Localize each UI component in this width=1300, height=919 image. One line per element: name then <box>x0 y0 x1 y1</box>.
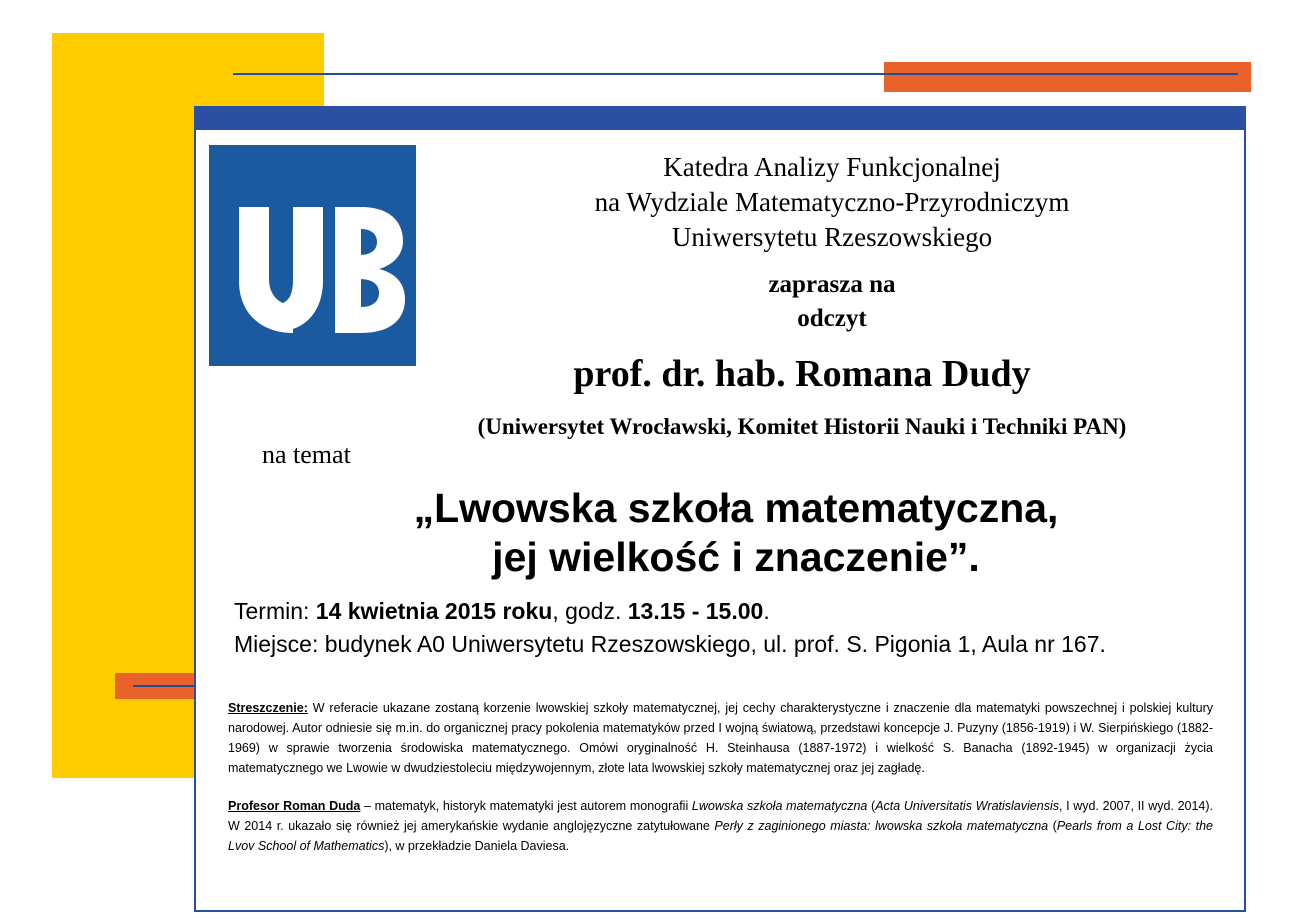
speaker-affiliation: (Uniwersytet Wrocławski, Komitet Historii Nauki i Techniki PAN) <box>477 414 1127 439</box>
lecture-title-line-1: „Lwowska szkoła matematyczna, <box>413 485 1059 531</box>
bio-part-5: ), w przekładzie Daniela Daviesa. <box>384 839 570 853</box>
bio-paragraph <box>228 796 1213 856</box>
bio-title-2: Acta Universitatis Wratislaviensis <box>875 799 1059 813</box>
invitation-line-2: odczyt <box>797 305 867 332</box>
organizer-block <box>426 150 1238 255</box>
date-label: Termin: <box>234 598 310 624</box>
card-top-band <box>196 108 1244 130</box>
bio-title-1: Lwowska szkoła matematyczna <box>691 799 868 813</box>
event-details <box>234 595 1224 661</box>
abstract-lead: Streszczenie: <box>228 701 308 715</box>
hour-value: 13.15 - 15.00 <box>627 598 764 624</box>
invitation-line-1: zaprasza na <box>768 271 896 298</box>
bio-part-1: – matematyk, historyk matematyki jest autorem monografii <box>360 799 692 813</box>
ur-logo <box>209 145 416 366</box>
date-value: 14 kwietnia 2015 roku <box>315 598 553 624</box>
on-topic-label: na temat <box>262 440 351 469</box>
bio-lead: Profesor Roman Duda <box>228 799 361 813</box>
lecture-title-line-2: jej wielkość i znaczenie”. <box>492 534 980 580</box>
organizer-line-3: Uniwersytetu Rzeszowskiego <box>671 222 993 252</box>
blue-rule-top <box>233 73 1238 75</box>
bio-part-3: , I wyd. 2007, II wyd. 2014). W 2014 r. ukazało się również jej amerykańskie wydanie anglojęzyczne zatytułowane <box>228 799 1214 833</box>
abstract-body: W referacie ukazane zostaną korzenie lwowskiej szkoły matematycznej, jej cechy charakterystyczne i znaczenie dla matematyki powszechnej i polskiej kultury narodowej. Autor odniesie się m.in. do organicznej pracy pokolenia matematyków przed I wojną światową, przedstawi koncepcje J. Puzyny (1856-1919) i W. Sierpińskiego (1882-1969) w sprawie tworzenia środowiska matematycznego. Omówi oryginalność H. Steinhausa (1887-1972) i wielkość S. Banacha (1892-1945) w organizacji życia matematycznego we Lwowie w dwudziestoleciu międzywojennym, złote lata lwowskiej szkoły matematycznej oraz jej zagładę. <box>228 701 1213 775</box>
organizer-line-1: Katedra Analizy Funkcjonalnej <box>663 152 1001 182</box>
hour-label: , godz. <box>552 598 622 624</box>
invitation-block <box>426 268 1238 336</box>
orange-bar-top <box>884 62 1251 92</box>
bio-title-3: Perły z zaginionego miasta: lwowska szkoła matematyczna <box>714 819 1049 833</box>
speaker-name: prof. dr. hab. Romana Dudy <box>573 353 1031 395</box>
event-date-line <box>234 595 1224 628</box>
abstract-paragraph <box>228 698 1213 778</box>
date-period: . <box>763 598 770 624</box>
lecture-title <box>256 484 1216 582</box>
bio-part-2: ( <box>867 799 876 813</box>
bio-title-4: Pearls from a Lost City: the Lvov School of Mathematics <box>228 819 1213 853</box>
event-place-line: Miejsce: budynek A0 Uniwersytetu Rzeszowskiego, ul. prof. S. Pigonia 1, Aula nr 167. <box>234 631 1106 657</box>
abstract-block <box>228 698 1213 874</box>
bio-part-4: ( <box>1048 819 1057 833</box>
organizer-line-2: na Wydziale Matematyczno-Przyrodniczym <box>594 187 1070 217</box>
poster-card <box>194 106 1246 912</box>
